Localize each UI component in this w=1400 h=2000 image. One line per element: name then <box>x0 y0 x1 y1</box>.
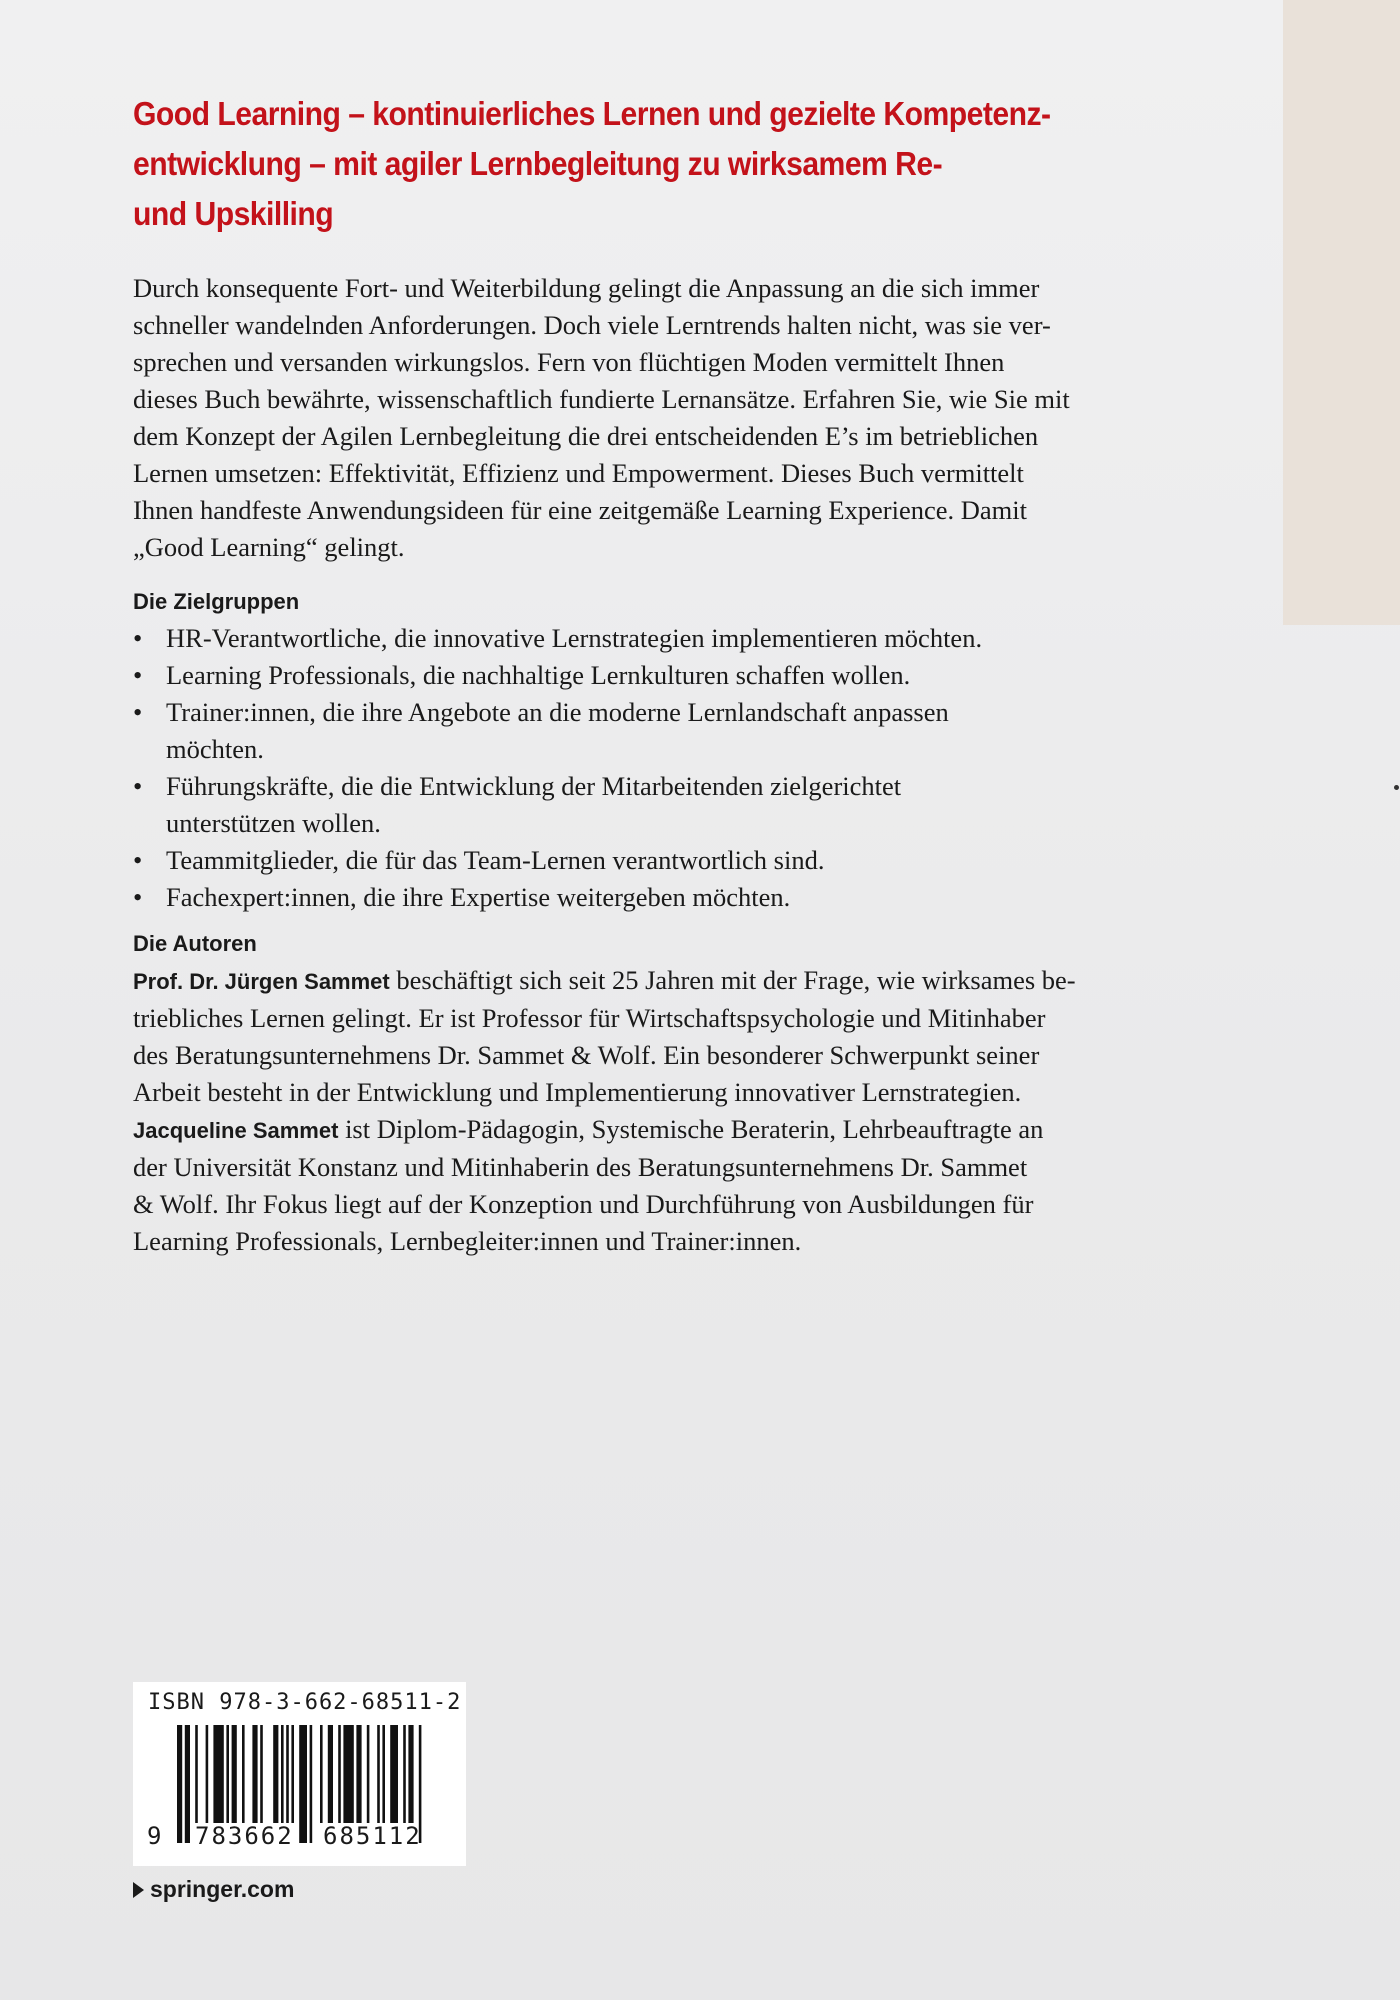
isbn-barcode <box>133 1682 466 1866</box>
list-item-text: Trainer:innen, die ihre Angebote an die moderne Lernlandschaft anpassen <box>166 697 949 727</box>
barcode-bar <box>242 1725 245 1823</box>
decorative-side-strip <box>1283 0 1400 625</box>
list-item <box>133 768 1133 842</box>
bullet-icon: • <box>133 771 143 801</box>
list-item <box>133 657 1133 694</box>
barcode-bar <box>281 1725 284 1823</box>
list-item-text: Teammitglieder, die für das Team-Lernen verantwortlich sind. <box>166 845 825 875</box>
barcode-bar <box>377 1725 380 1823</box>
barcode-bar <box>232 1725 237 1823</box>
authors-heading: Die Autoren <box>133 931 257 956</box>
intro-line: schneller wandelnden Anforderungen. Doch viele Lerntrends halten nicht, was sie ver- <box>133 310 1051 340</box>
barcode-bar <box>177 1725 182 1843</box>
bullet-icon: • <box>133 697 143 727</box>
springer-link-text: springer.com <box>150 1876 295 1902</box>
target-groups-list <box>133 620 1133 916</box>
author-name: Jacqueline Sammet <box>133 1118 339 1143</box>
back-cover-content <box>133 90 1133 1260</box>
intro-paragraph <box>133 270 1133 566</box>
intro-line: dieses Buch bewährte, wissenschaftlich fundierte Lernansätze. Erfahren Sie, wie Sie mit <box>133 384 1070 414</box>
barcode-bar <box>226 1725 229 1823</box>
bio-text: beschäftigt sich seit 25 Jahren mit der Frage, wie wirksames be- <box>389 965 1076 995</box>
list-item <box>133 694 1133 768</box>
barcode-bar <box>286 1725 289 1823</box>
list-item-text: möchten. <box>166 734 264 764</box>
bullet-icon: • <box>133 845 143 875</box>
barcode-bar <box>310 1725 313 1843</box>
list-item-text: HR-Verantwortliche, die innovative Lernstrategien implementieren möchten. <box>166 623 983 653</box>
bio-text: ist Diplom-Pädagogin, Systemische Beraterin, Lehrbeauftragte an <box>338 1114 1044 1144</box>
barcode-bar <box>273 1725 278 1823</box>
barcode-bar <box>408 1725 413 1823</box>
barcode-bar <box>343 1725 353 1823</box>
edge-mark <box>1394 785 1399 790</box>
intro-line: „Good Learning“ gelingt. <box>133 532 405 562</box>
barcode-bar <box>390 1725 398 1823</box>
springer-link[interactable] <box>133 1876 294 1903</box>
barcode-bar <box>382 1725 385 1823</box>
barcode-bar <box>213 1725 223 1823</box>
author-name: Prof. Dr. Jürgen Sammet <box>133 969 390 994</box>
list-item-text: Fachexpert:innen, die ihre Expertise weitergeben möchten. <box>166 882 791 912</box>
list-item <box>133 620 1133 657</box>
title-line: und Upskilling <box>133 196 334 233</box>
bio-line <box>133 962 1133 1000</box>
intro-line: Ihnen handfeste Anwendungsideen für eine zeitgemäße Learning Experience. Damit <box>133 495 1028 525</box>
intro-line: Durch konsequente Fort- und Weiterbildung gelingt die Anpassung an die sich immer <box>133 273 1040 303</box>
author-bio-jacqueline <box>133 1111 1133 1260</box>
barcode-first-digit: 9 <box>147 1822 162 1850</box>
list-item-text: unterstützen wollen. <box>166 808 381 838</box>
list-item <box>133 879 1133 916</box>
intro-line: Lernen umsetzen: Effektivität, Effizienz und Empowerment. Dieses Buch vermittelt <box>133 458 1024 488</box>
barcode-bar <box>320 1725 323 1823</box>
title-line: Good Learning – kontinuierliches Lernen und gezielte Kompetenz- <box>133 96 1051 133</box>
barcode-bar <box>206 1725 209 1823</box>
barcode-bar <box>252 1725 257 1823</box>
bio-line: Arbeit besteht in der Entwicklung und Implementierung innovativer Lernstrategien. <box>133 1077 1022 1107</box>
barcode-bar <box>185 1725 190 1843</box>
barcode-bar <box>356 1725 361 1823</box>
isbn-label: ISBN 978-3-662-68511-2 <box>148 1690 462 1715</box>
bio-line: & Wolf. Ihr Fokus liegt auf der Konzeption und Durchführung von Ausbildungen für <box>133 1189 1034 1219</box>
bullet-icon: • <box>133 660 143 690</box>
barcode-bar <box>367 1725 370 1823</box>
barcode-bar <box>291 1725 294 1823</box>
bio-line: Learning Professionals, Lernbegleiter:innen und Trainer:innen. <box>133 1226 802 1256</box>
bio-line <box>133 1111 1133 1149</box>
barcode-bar <box>328 1725 333 1823</box>
intro-line: dem Konzept der Agilen Lernbegleitung die drei entscheidenden E’s im betrieblichen <box>133 421 1039 451</box>
bullet-icon: • <box>133 882 143 912</box>
barcode-left-digits: 783662 <box>195 1822 294 1850</box>
bio-line: des Beratungsunternehmens Dr. Sammet & Wolf. Ein besonderer Schwerpunkt seiner <box>133 1040 1040 1070</box>
bio-line: der Universität Konstanz und Mitinhaberin des Beratungsunternehmens Dr. Sammet <box>133 1152 1028 1182</box>
author-bio-juergen <box>133 962 1133 1111</box>
barcode-right-digits: 685112 <box>323 1822 422 1850</box>
barcode-bar <box>338 1725 341 1823</box>
list-item-text: Learning Professionals, die nachhaltige Lernkulturen schaffen wollen. <box>166 660 911 690</box>
list-item-text: Führungskräfte, die die Entwicklung der Mitarbeitenden zielgerichtet <box>166 771 902 801</box>
barcode-bar <box>195 1725 198 1823</box>
bio-line: triebliches Lernen gelingt. Er ist Professor für Wirtschaftspsychologie und Mitinhaber <box>133 1003 1046 1033</box>
title-line: entwicklung – mit agiler Lernbegleitung zu wirksamem Re- <box>133 146 943 183</box>
intro-line: sprechen und versanden wirkungslos. Fern von flüchtigen Moden vermittelt Ihnen <box>133 347 1005 377</box>
barcode-bar <box>299 1725 307 1843</box>
triangle-right-icon <box>133 1882 144 1898</box>
barcode-bar <box>403 1725 406 1823</box>
list-item <box>133 842 1133 879</box>
barcode-bar <box>260 1725 263 1823</box>
book-title <box>133 90 1150 240</box>
target-groups-heading: Die Zielgruppen <box>133 589 300 614</box>
bullet-icon: • <box>133 623 143 653</box>
